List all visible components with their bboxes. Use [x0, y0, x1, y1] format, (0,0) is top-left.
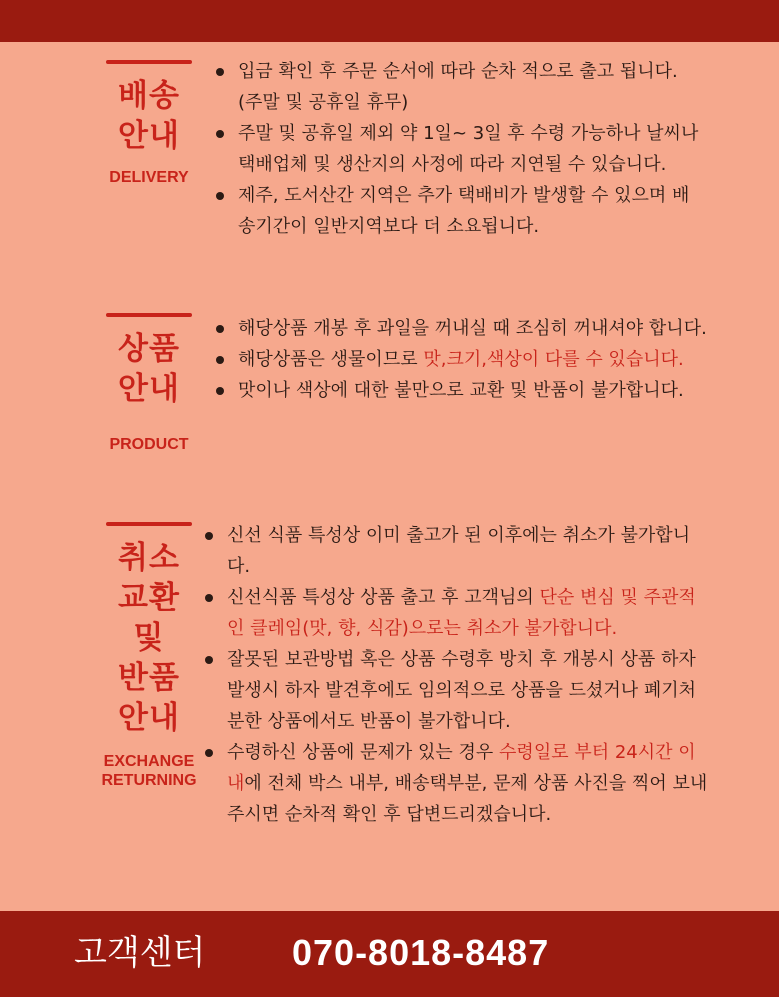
item-text: 해당상품은 생물이므로	[238, 349, 424, 370]
delivery-subtitle: DELIVERY	[109, 169, 189, 186]
delivery-heading	[84, 60, 214, 187]
product-heading	[84, 313, 214, 454]
list-item	[216, 118, 706, 180]
item-text: 수령하신 상품에 문제가 있는 경우	[227, 742, 500, 763]
item-text: 주말 및 공휴일 제외 약 1일~ 3일 후 수령 가능하나 날씨나 택배업체 및 생산지의 사정에 따라 지연될 수 있습니다.	[238, 123, 699, 175]
item-text: 잘못된 보관방법 혹은 상품 수령후 방치 후 개봉시 상품 하자 발생시 하자 발견후에도 임의적으로 상품을 드셨거나 폐기처분한 상품에서도 반품이 불가합니다.	[227, 649, 697, 732]
highlighted-text: 단순 변심 및 주관적인 클레임(맛, 향, 식감)으로는 취소가 불가합니다.	[227, 587, 696, 639]
list-item	[205, 520, 710, 582]
list-item	[205, 582, 710, 644]
product-title: 상품 안내	[118, 331, 180, 407]
highlighted-text: 수령일로 부터 24시간 이내	[227, 742, 696, 794]
item-text: 신선 식품 특성상 이미 출고가 된 이후에는 취소가 불가합니다.	[227, 525, 691, 577]
list-item	[205, 737, 710, 830]
list-item	[216, 180, 706, 242]
list-item	[216, 375, 726, 406]
customer-center-footer	[0, 911, 779, 997]
highlighted-text: 맛,크기,색상이 다를 수 있습니다.	[423, 349, 684, 370]
list-item	[216, 56, 706, 118]
exchange-heading	[84, 522, 214, 790]
item-text: 신선식품 특성상 상품 출고 후 고객님의	[227, 587, 540, 608]
item-text: 해당상품 개봉 후 과일을 꺼내실 때 조심히 꺼내셔야 합니다.	[238, 318, 707, 339]
delivery-title: 배송 안내	[118, 78, 180, 154]
product-list	[216, 313, 726, 406]
product-rule	[106, 313, 192, 317]
customer-center-phone[interactable]: 070-8018-8487	[292, 932, 550, 973]
exchange-subtitle: EXCHANGE RETURNING	[101, 753, 197, 789]
exchange-list	[205, 520, 710, 830]
list-item	[216, 344, 726, 375]
list-item	[205, 644, 710, 737]
item-text: 에 전체 박스 내부, 배송택부분, 문제 상품 사진을 찍어 보내주시면 순차적 확인 후 답변드리겠습니다.	[227, 773, 708, 825]
exchange-rule	[106, 522, 192, 526]
item-text: 제주, 도서산간 지역은 추가 택배비가 발생할 수 있으며 배송기간이 일반지역보다 더 소요됩니다.	[238, 185, 690, 237]
list-item	[216, 313, 726, 344]
top-band	[0, 0, 779, 42]
item-text: 맛이나 색상에 대한 불만으로 교환 및 반품이 불가합니다.	[238, 380, 684, 401]
delivery-rule	[106, 60, 192, 64]
customer-center-label: 고객센터	[74, 933, 206, 973]
exchange-title: 취소 교환 및 반품 안내	[118, 540, 180, 736]
product-subtitle: PRODUCT	[109, 436, 189, 453]
item-text: 입금 확인 후 주문 순서에 따라 순차 적으로 출고 됩니다. (주말 및 공휴일 휴무)	[238, 61, 678, 113]
delivery-list	[216, 56, 706, 242]
